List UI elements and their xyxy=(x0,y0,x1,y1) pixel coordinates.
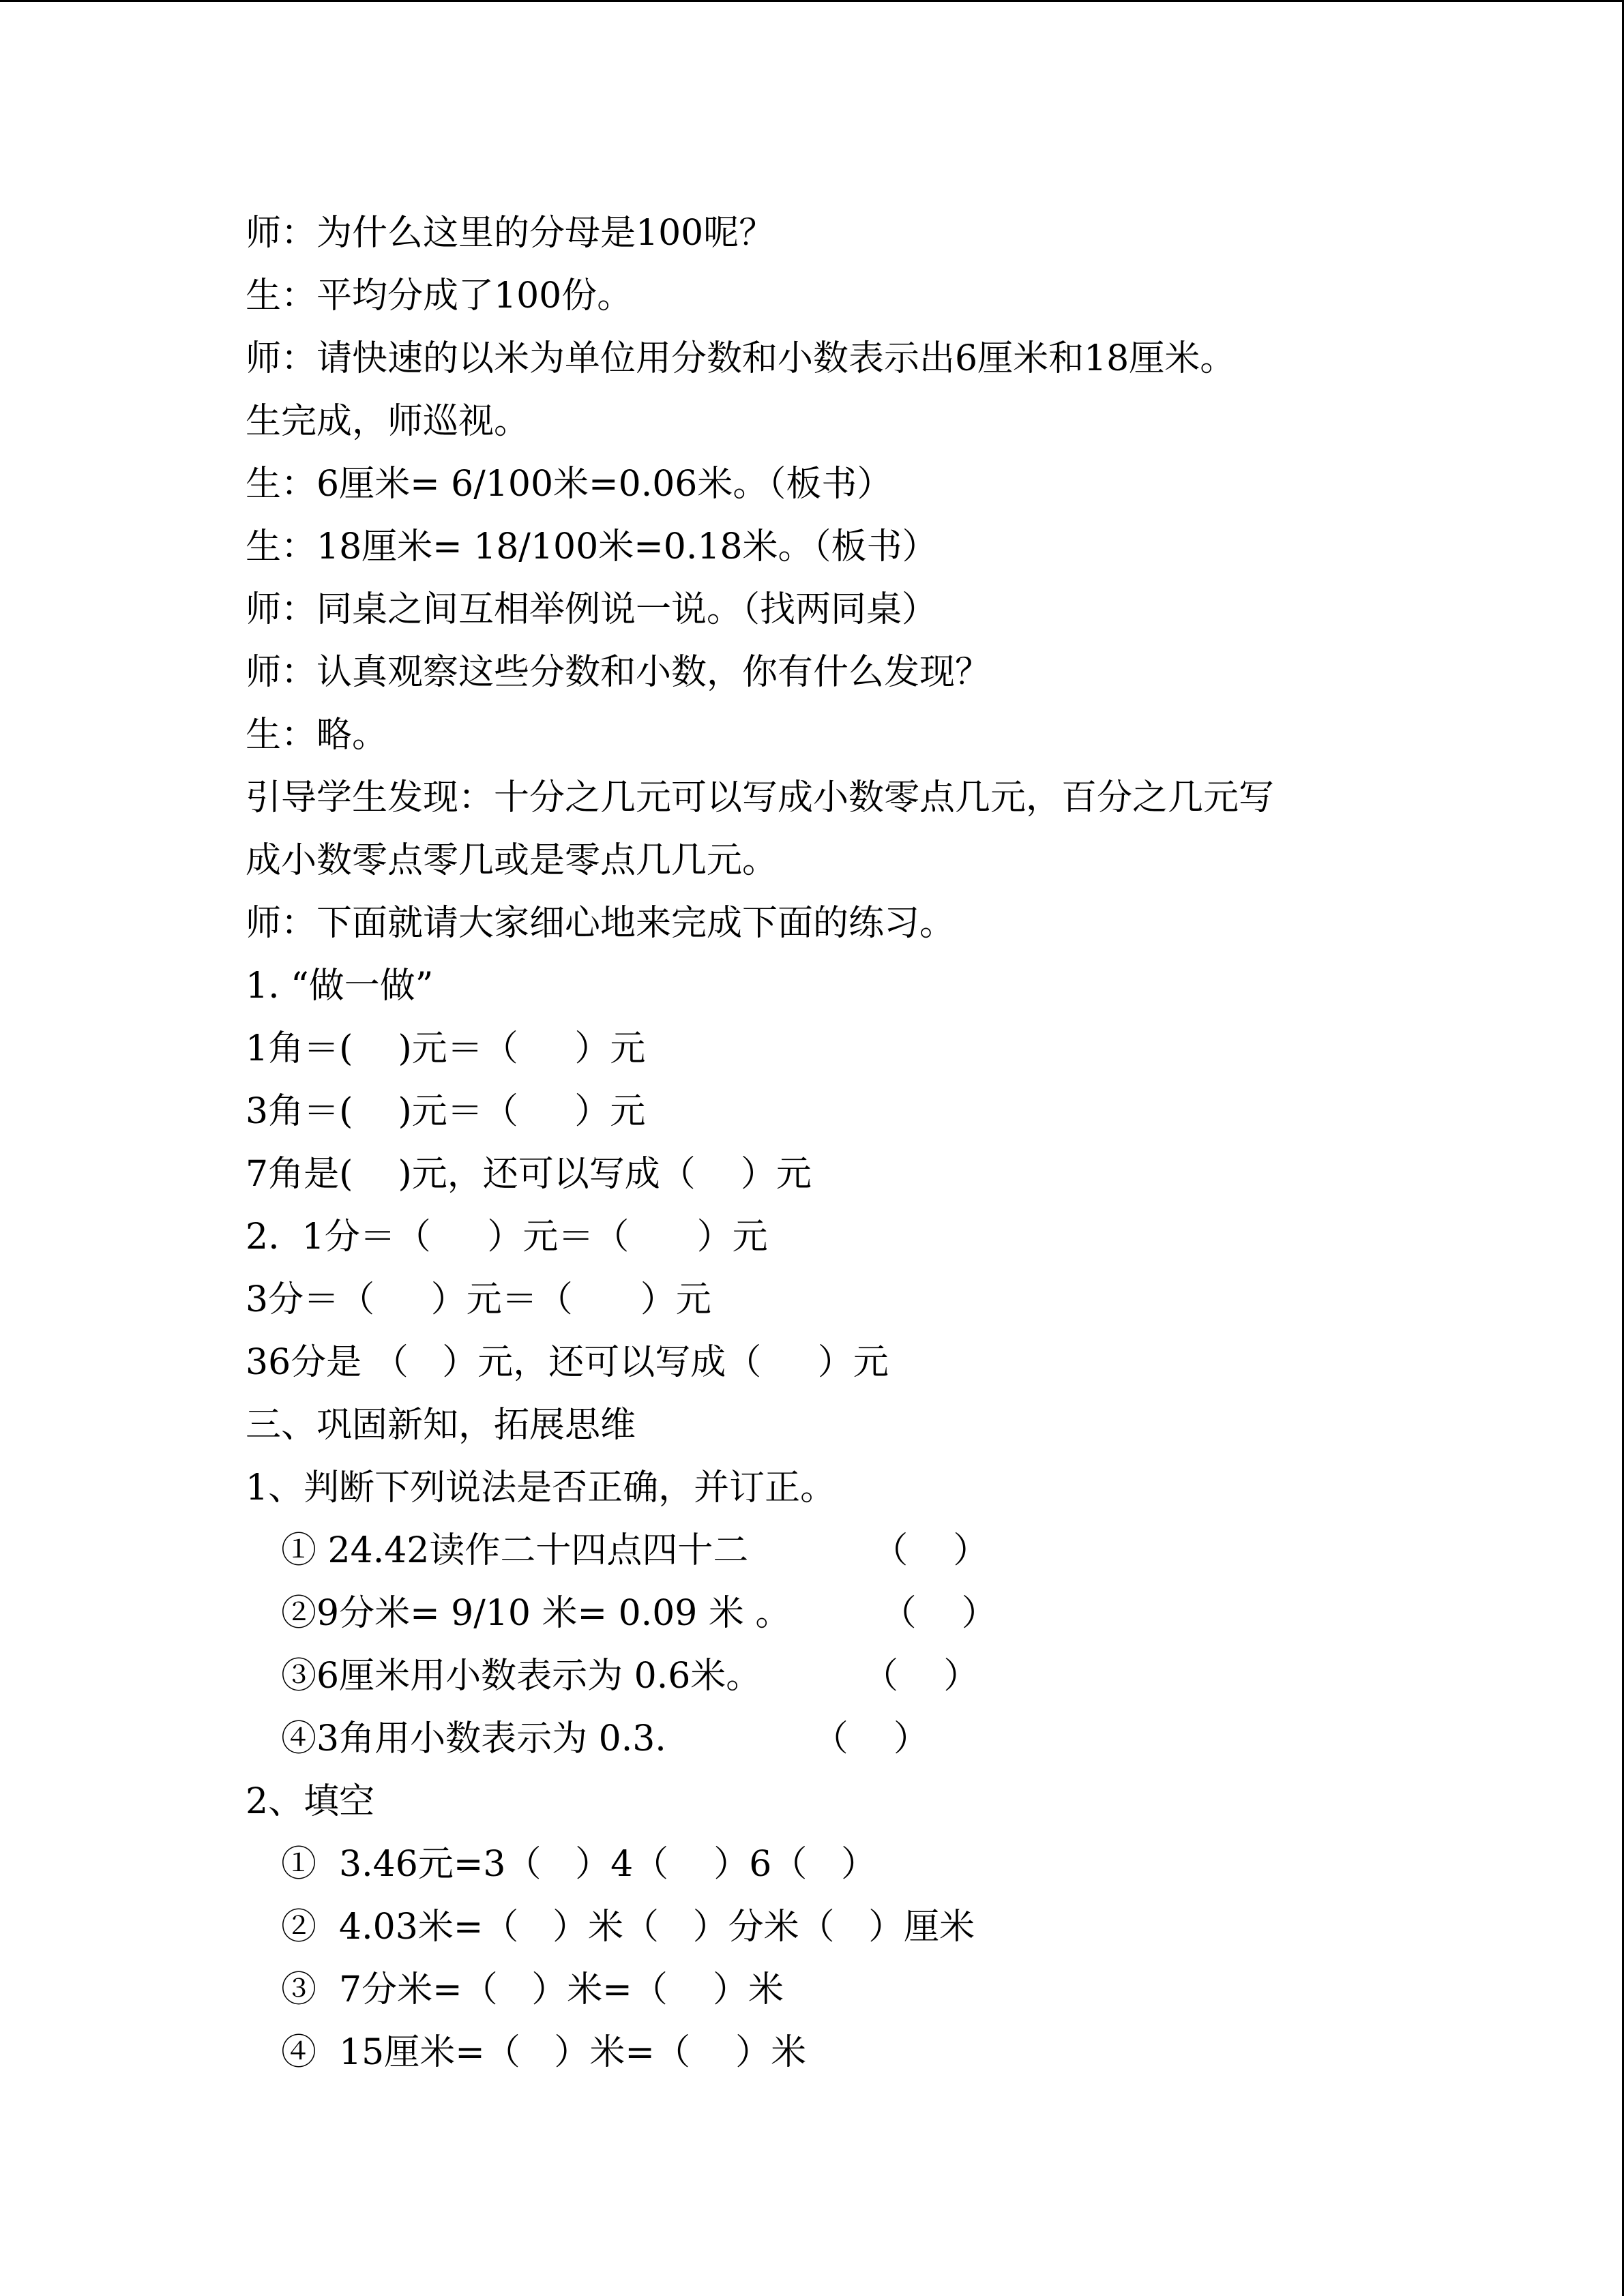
exercise-item: 3分＝（ ）元＝（ ）元 xyxy=(246,1279,711,1320)
judge-item: ②9分米= 9/10 米= 0.09 米 。 （ ） xyxy=(281,1593,997,1634)
exercise-item: 1角＝( )元＝（ ）元 xyxy=(246,1028,646,1069)
exercise-item: 2. 1分＝（ ）元＝（ ）元 xyxy=(246,1217,768,1257)
dialogue-line: 生：6厘米= 6/100米=0.06米。（板书） xyxy=(246,464,893,505)
dialogue-line: 师：请快速的以米为单位用分数和小数表示出6厘米和18厘米。 xyxy=(246,338,1236,379)
question-heading: 2、填空 xyxy=(246,1781,375,1822)
fill-item: ③ 7分米=（ ）米=（ ）米 xyxy=(281,1969,784,2010)
judge-item: ③6厘米用小数表示为 0.6米。 （ ） xyxy=(281,1656,979,1697)
paragraph-line: 引导学生发现：十分之几元可以写成小数零点几元，百分之几元写 xyxy=(246,777,1275,818)
page-top-border xyxy=(0,0,1624,2)
exercise-item: 36分是 （ ）元，还可以写成（ ）元 xyxy=(246,1342,889,1383)
fill-item: ① 3.46元=3（ ）4（ ）6（ ） xyxy=(281,1844,876,1885)
dialogue-line: 师：为什么这里的分母是100呢？ xyxy=(246,213,775,254)
dialogue-line: 师：下面就请大家细心地来完成下面的练习。 xyxy=(246,903,956,944)
judge-item: ④3角用小数表示为 0.3. （ ） xyxy=(281,1718,929,1759)
exercise-heading: 1. “做一做” xyxy=(246,966,434,1007)
paragraph-line: 成小数零点零几或是零点几几元。 xyxy=(246,840,778,881)
section-heading: 三、巩固新知，拓展思维 xyxy=(246,1405,636,1446)
judge-item: ① 24.42读作二十四点四十二 （ ） xyxy=(281,1530,989,1571)
dialogue-line: 生完成，师巡视。 xyxy=(246,401,530,442)
dialogue-line: 生：18厘米= 18/100米=0.18米。（板书） xyxy=(246,526,938,567)
dialogue-line: 生：略。 xyxy=(246,715,388,756)
exercise-item: 7角是( )元，还可以写成（ ）元 xyxy=(246,1154,812,1195)
fill-item: ② 4.03米=（ ）米（ ）分米（ ）厘米 xyxy=(281,1907,975,1948)
dialogue-line: 师：认真观察这些分数和小数，你有什么发现？ xyxy=(246,652,991,693)
question-heading: 1、判断下列说法是否正确，并订正。 xyxy=(246,1467,836,1508)
dialogue-line: 师：同桌之间互相举例说一说。（找两同桌） xyxy=(246,589,938,630)
exercise-item: 3角＝( )元＝（ ）元 xyxy=(246,1091,646,1132)
fill-item: ④ 15厘米=（ ）米=（ ）米 xyxy=(281,2032,807,2073)
dialogue-line: 生：平均分成了100份。 xyxy=(246,275,633,316)
